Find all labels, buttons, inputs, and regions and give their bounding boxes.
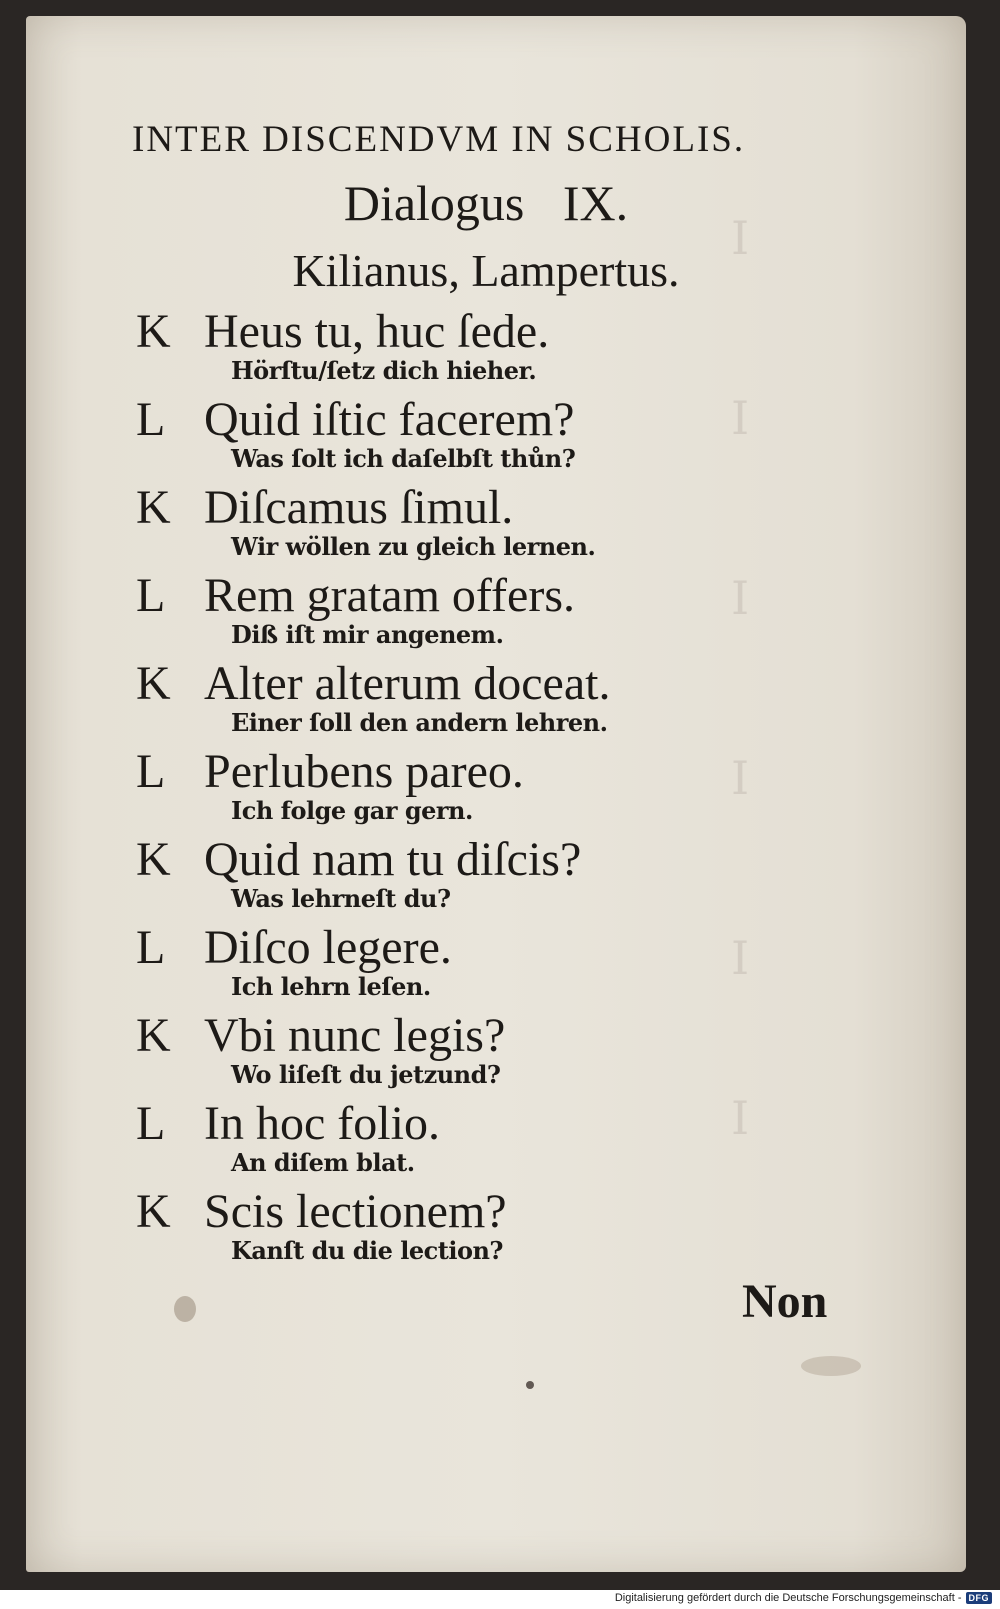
latin-line: Heus tu, huc ſede. — [204, 305, 550, 358]
catchword: Non — [742, 1275, 828, 1328]
latin-line: Alter alterum doceat. — [204, 657, 611, 710]
dfg-logo: DFG — [966, 1592, 993, 1604]
german-translation: Hörſtu/ſetz dich hieher. — [231, 356, 537, 385]
dialog-exchange — [136, 1184, 836, 1272]
dialog-title: Dialogus IX. — [343, 175, 629, 231]
speaker-initial: K — [136, 657, 171, 710]
dialog-exchange — [136, 1096, 836, 1184]
dialog-exchange — [136, 1008, 836, 1096]
book-page — [26, 16, 966, 1572]
speaker-initial: K — [136, 1185, 171, 1238]
stain-mark — [174, 1296, 196, 1322]
show-through-text: I — [731, 211, 750, 265]
show-through-text: I — [731, 571, 750, 625]
latin-line: Quid iſtic facerem? — [204, 393, 575, 446]
german-translation: Ich folge gar gern. — [231, 796, 473, 825]
latin-line: Diſco legere. — [204, 921, 452, 974]
speaker-initial: L — [136, 1097, 166, 1150]
show-through-text: I — [731, 931, 750, 985]
latin-line: Scis lectionem? — [204, 1185, 507, 1238]
dialog-exchange — [136, 920, 836, 1008]
speaker-initial: L — [136, 569, 166, 622]
speaker-initial: L — [136, 393, 166, 446]
speaker-initial: K — [136, 305, 171, 358]
digitization-credit — [615, 1589, 992, 1607]
german-translation: Diß iſt mir angenem. — [231, 620, 504, 649]
german-translation: Ich lehrn leſen. — [231, 972, 431, 1001]
german-translation: Was ſolt ich daſelbſt thůn? — [231, 444, 576, 473]
latin-line: Perlubens pareo. — [204, 745, 524, 798]
german-translation: Wir wöllen zu gleich lernen. — [231, 532, 596, 561]
show-through-text: I — [731, 1091, 750, 1145]
german-translation: Was lehrneſt du? — [231, 884, 451, 913]
show-through-text: I — [731, 751, 750, 805]
latin-line: In hoc folio. — [204, 1097, 440, 1150]
latin-line: Rem gratam offers. — [204, 569, 575, 622]
stain-mark — [801, 1356, 861, 1376]
german-translation: Kanſt du die lection? — [231, 1236, 503, 1265]
credit-text: Digitalisierung gefördert durch die Deutsche Forschungsgemeinschaft - — [614, 1592, 962, 1604]
show-through-text: I — [731, 391, 750, 445]
running-head: INTER DISCENDVM IN SCHOLIS. — [132, 119, 746, 160]
speaker-initial: K — [136, 833, 171, 886]
latin-line: Diſcamus ſimul. — [204, 481, 514, 534]
dialog-exchange — [136, 832, 836, 920]
speaker-names: Kilianus, Lampertus. — [292, 245, 680, 296]
german-translation: An diſem blat. — [231, 1148, 415, 1177]
dialog-exchange — [136, 304, 836, 392]
german-translation: Wo liſeſt du jetzund? — [231, 1060, 501, 1089]
dialog-exchange — [136, 656, 836, 744]
dialog-exchange — [136, 392, 836, 480]
latin-line: Quid nam tu diſcis? — [204, 833, 582, 886]
stain-mark — [526, 1381, 534, 1389]
speaker-initial: L — [136, 745, 166, 798]
dialog-exchange — [136, 568, 836, 656]
latin-line: Vbi nunc legis? — [204, 1009, 506, 1062]
dialog-exchange — [136, 744, 836, 832]
dialog-exchange — [136, 480, 836, 568]
german-translation: Einer ſoll den andern lehren. — [231, 708, 608, 737]
speaker-initial: L — [136, 921, 166, 974]
speaker-initial: K — [136, 1009, 171, 1062]
speaker-initial: K — [136, 481, 171, 534]
